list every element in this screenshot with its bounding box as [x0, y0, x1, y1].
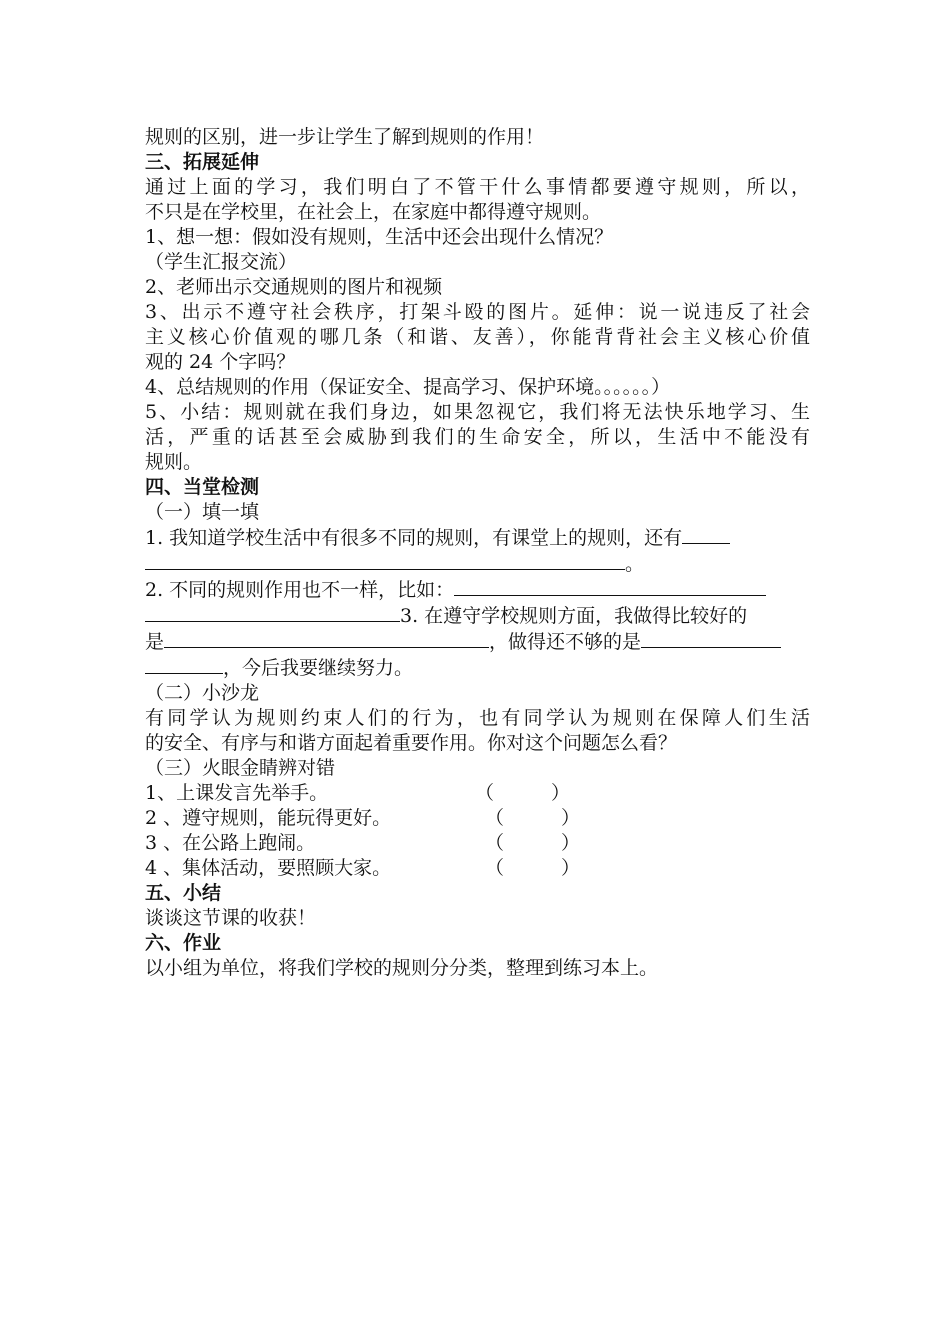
- subsection-heading: （一）填一填: [145, 501, 260, 523]
- answer-blank[interactable]: [145, 603, 400, 622]
- section-heading-extension: 三、拓展延伸: [145, 151, 260, 173]
- answer-parentheses[interactable]: （ ）: [485, 832, 581, 854]
- list-item: 观的 24 个字吗？: [145, 351, 296, 373]
- list-item: 规则。: [145, 451, 203, 473]
- list-item: 3、出示不遵守社会秩序，打架斗殴的图片。延伸：说一说违反了社会: [145, 301, 810, 323]
- fill-question-3: 是 ，做得还不够的是: [145, 629, 810, 655]
- subsection-heading: （三）火眼金睛辨对错: [145, 757, 336, 779]
- list-item-note: （学生汇报交流）: [145, 251, 298, 273]
- judge-item: 1、上课发言先举手。 （ ）: [145, 782, 571, 804]
- answer-blank[interactable]: [682, 525, 730, 544]
- answer-blank[interactable]: [641, 629, 781, 648]
- fill-question-1: 1. 我知道学校生活中有很多不同的规则，有课堂上的规则，还有: [145, 525, 810, 551]
- list-item: 4、总结规则的作用（保证安全、提高学习、保护环境。。。。。。）: [145, 376, 671, 398]
- paragraph-intro-tail: 规则的区别，进一步让学生了解到规则的作用！: [145, 126, 545, 148]
- paragraph-text: 不只是在学校里，在社会上，在家庭中都得遵守规则。: [145, 201, 602, 223]
- fill-question-1-cont: 。: [145, 551, 810, 577]
- answer-blank[interactable]: [145, 551, 625, 570]
- paragraph-text: 谈谈这节课的收获！: [145, 907, 317, 929]
- fill-question-3-cont: ，今后我要继续努力。: [145, 655, 810, 681]
- document-body: [145, 125, 810, 981]
- list-item: 1、想一想：假如没有规则，生活中还会出现什么情况？: [145, 226, 614, 248]
- list-item: 活，严重的话甚至会威胁到我们的生命安全，所以，生活中不能没有: [145, 426, 810, 448]
- answer-blank[interactable]: [145, 655, 223, 674]
- fill-question-2: 2. 不同的规则作用也不一样，比如：: [145, 577, 810, 603]
- answer-parentheses[interactable]: （ ）: [475, 782, 571, 804]
- paragraph-text: 有同学认为规则约束人们的行为，也有同学认为规则在保障人们生活: [145, 707, 810, 729]
- list-item: 2、老师出示交通规则的图片和视频: [145, 276, 443, 298]
- paragraph-text: 的安全、有序与和谐方面起着重要作用。你对这个问题怎么看？: [145, 732, 678, 754]
- list-item: 主义核心价值观的哪几条（和谐、友善），你能背背社会主义核心价值: [145, 326, 810, 348]
- list-item: 5、小结：规则就在我们身边，如果忽视它，我们将无法快乐地学习、生: [145, 401, 810, 423]
- judge-item: 3 、在公路上跑闹。 （ ）: [145, 832, 581, 854]
- paragraph-text: 以小组为单位，将我们学校的规则分分类，整理到练习本上。: [145, 957, 659, 979]
- section-heading-homework: 六、作业: [145, 932, 222, 954]
- judge-item: 2 、遵守规则，能玩得更好。 （ ）: [145, 807, 581, 829]
- answer-parentheses[interactable]: （ ）: [485, 857, 581, 879]
- section-heading-check: 四、当堂检测: [145, 476, 260, 498]
- fill-question-2-3: 3. 在遵守学校规则方面，我做得比较好的: [145, 603, 810, 629]
- judge-item: 4 、集体活动，要照顾大家。 （ ）: [145, 857, 581, 879]
- answer-parentheses[interactable]: （ ）: [485, 807, 581, 829]
- subsection-heading: （二）小沙龙: [145, 682, 260, 704]
- section-heading-summary: 五、小结: [145, 882, 222, 904]
- answer-blank[interactable]: [454, 577, 766, 596]
- paragraph-text: 通过上面的学习，我们明白了不管干什么事情都要遵守规则，所以，: [145, 176, 810, 198]
- answer-blank[interactable]: [164, 629, 489, 648]
